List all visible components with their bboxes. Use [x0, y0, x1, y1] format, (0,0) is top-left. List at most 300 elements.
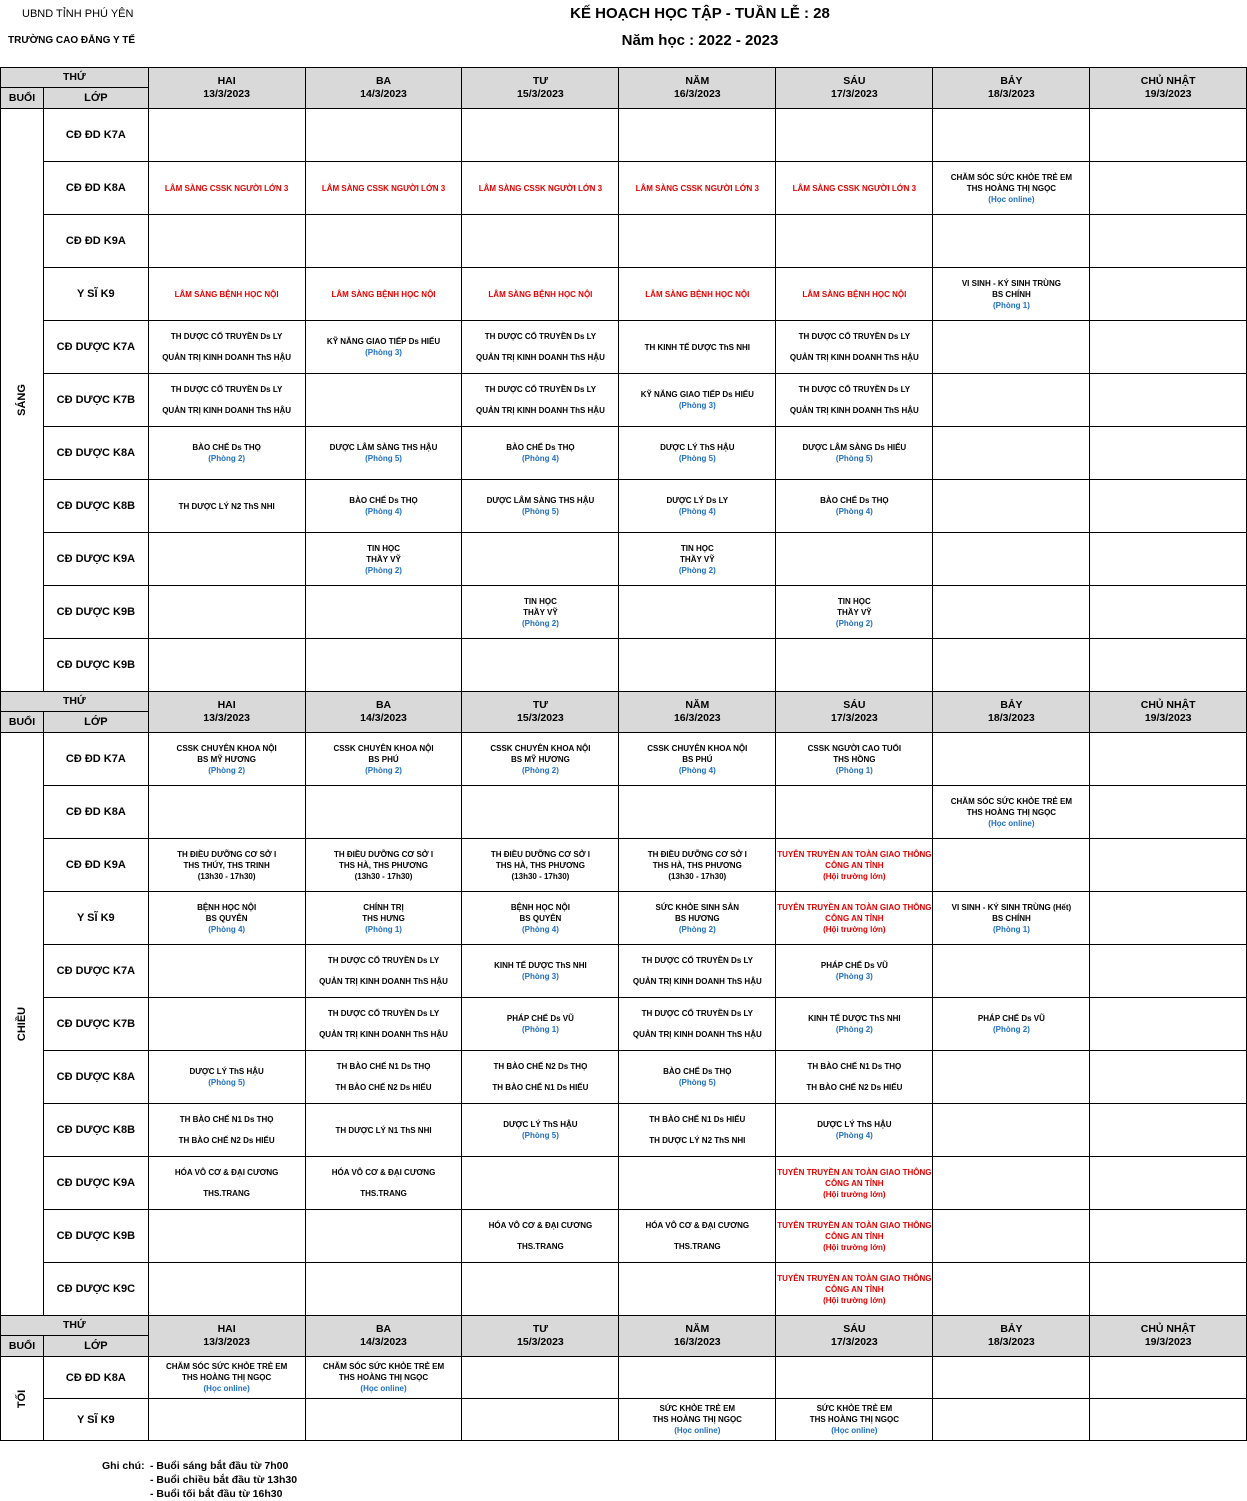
room-label: (Học online) [988, 818, 1035, 828]
schedule-cell [1090, 1263, 1247, 1316]
course-line: THS.TRANG [203, 1189, 250, 1198]
schedule-cell [776, 1399, 933, 1441]
schedule-cell [462, 480, 619, 533]
class-name: CĐ DƯỢC K8B [43, 480, 148, 533]
room-label: (Phòng 4) [678, 507, 716, 516]
course-line: HÓA VÔ CƠ & ĐẠI CƯƠNG [331, 1168, 436, 1177]
schedule-cell [933, 733, 1090, 786]
room-label: (Học online) [360, 1384, 407, 1393]
course-line: QUẢN TRỊ KINH DOANH ThS HẬU [789, 406, 919, 415]
course-line: BÀO CHẾ Ds THỌ [820, 496, 889, 505]
course-line: TH DƯỢC LÝ N2 ThS NHI [649, 1136, 746, 1145]
day-name: CHỦ NHẬT [1140, 699, 1196, 711]
day-name: HAI [217, 1323, 236, 1335]
schedule-cell [462, 786, 619, 839]
day-name: SÁU [843, 75, 866, 87]
course-line: TH BÀO CHẾ N2 Ds THỌ [493, 1062, 588, 1071]
schedule-cell [776, 109, 933, 162]
course-line: TH KINH TẾ DƯỢC ThS NHI [644, 342, 751, 352]
day-date: 16/3/2023 [673, 712, 721, 724]
schedule-cell [776, 586, 933, 639]
day-date: 19/3/2023 [1144, 1336, 1192, 1348]
day-name: TƯ [532, 1323, 548, 1335]
course-line: BÀO CHẾ Ds THỌ [349, 496, 418, 505]
day-name: HAI [217, 75, 236, 87]
room-label: (Phòng 5) [521, 1131, 559, 1140]
day-date: 14/3/2023 [360, 712, 407, 724]
day-header [462, 1316, 619, 1357]
schedule-cell [619, 945, 776, 998]
schedule-cell [462, 533, 619, 586]
course-line: CHĂM SÓC SỨC KHỎE TRẺ EM [165, 1362, 288, 1371]
table-row [1, 1104, 1247, 1157]
course-line: THS HƯNG [362, 913, 405, 923]
course-line: BS MỸ HƯƠNG [511, 754, 570, 764]
schedule-cell [148, 480, 305, 533]
day-header [148, 692, 305, 733]
schedule-cell [776, 1210, 933, 1263]
day-name: BA [375, 699, 392, 711]
room-label: (Phòng 5) [678, 454, 716, 463]
day-header [776, 692, 933, 733]
schedule-cell [462, 374, 619, 427]
course-line: BÀO CHẾ Ds THỌ [506, 443, 575, 452]
schedule-cell [776, 374, 933, 427]
schedule-cell [1090, 1051, 1247, 1104]
schedule-cell [776, 321, 933, 374]
room-label: (Phòng 1) [835, 765, 873, 775]
schedule-cell [933, 786, 1090, 839]
lop-label: LỚP [43, 88, 148, 109]
schedule-cell [776, 945, 933, 998]
schedule-cell [619, 1210, 776, 1263]
course-line: KINH TẾ DƯỢC ThS NHI [808, 1014, 901, 1023]
schedule-cell [619, 1051, 776, 1104]
course-line: DƯỢC LÂM SÀNG THS HẬU [486, 496, 595, 505]
schedule-cell [462, 1399, 619, 1441]
course-line: PHÁP CHẾ Ds VŨ [506, 1014, 574, 1023]
course-line: THS.TRANG [360, 1189, 407, 1198]
schedule-cell [619, 480, 776, 533]
schedule-cell [619, 586, 776, 639]
schedule-cell [776, 733, 933, 786]
course-line: LÂM SÀNG CSSK NGƯỜI LỚN 3 [164, 183, 289, 193]
schedule-cell [619, 215, 776, 268]
room-label: (Học online) [831, 1426, 878, 1435]
course-line: THS HOÀNG THỊ NGỌC [181, 1373, 272, 1382]
day-header [619, 692, 776, 733]
schedule-cell [619, 321, 776, 374]
schedule-cell [305, 892, 462, 945]
schedule-cell [148, 639, 305, 692]
room-label: (Phòng 4) [835, 1131, 873, 1140]
room-label: (Phòng 2) [365, 565, 402, 575]
day-header [305, 68, 462, 109]
schedule-cell [1090, 427, 1247, 480]
table-row [1, 215, 1247, 268]
schedule-cell [1090, 533, 1247, 586]
course-line: TH BÀO CHẾ N1 Ds THỌ [336, 1062, 431, 1071]
schedule-cell [305, 839, 462, 892]
schedule-cell [462, 892, 619, 945]
room-label: (Phòng 2) [992, 1025, 1030, 1034]
course-line: TH DƯỢC CỔ TRUYỀN Ds LY [327, 1009, 440, 1018]
schedule-cell [148, 586, 305, 639]
schedule-cell [1090, 733, 1247, 786]
course-line: LÂM SÀNG CSSK NGƯỜI LỚN 3 [635, 183, 759, 193]
room-label: (Phòng 2) [835, 1025, 873, 1034]
schedule-cell [148, 427, 305, 480]
schedule-cell [462, 1357, 619, 1399]
course-line: (Hội trường lớn) [823, 1189, 886, 1199]
course-line: KINH TẾ DƯỢC ThS NHI [494, 961, 587, 970]
table-row [1, 480, 1247, 533]
schedule-cell [619, 1263, 776, 1316]
schedule-cell [1090, 1399, 1247, 1441]
thu-label: THỨ [1, 1316, 149, 1336]
schedule-cell [619, 268, 776, 321]
day-date: 13/3/2023 [203, 88, 250, 100]
room-label: (Phòng 3) [521, 972, 559, 981]
course-line: CSSK CHUYÊN KHOA NỘI [176, 743, 277, 753]
schedule-cell [1090, 1157, 1247, 1210]
schedule-cell [1090, 839, 1247, 892]
course-line: THS HÀ, THS PHƯƠNG [339, 860, 429, 870]
day-date: 19/3/2023 [1144, 712, 1192, 724]
table-row [1, 733, 1247, 786]
day-date: 13/3/2023 [203, 1336, 250, 1348]
schedule-cell [619, 1399, 776, 1441]
schedule-cell [933, 427, 1090, 480]
day-date: 18/3/2023 [988, 88, 1035, 100]
day-header [305, 1316, 462, 1357]
schedule-cell [776, 839, 933, 892]
schedule-cell [933, 1051, 1090, 1104]
schedule-cell [462, 1210, 619, 1263]
schedule-cell [462, 733, 619, 786]
school-year: Năm học : 2022 - 2023 [621, 32, 779, 49]
room-label: (Phòng 1) [992, 300, 1030, 310]
schedule-cell [933, 1399, 1090, 1441]
course-line: LÂM SÀNG BỆNH HỌC NỘI [331, 289, 436, 299]
course-line: VI SINH - KÝ SINH TRÙNG (Hết) [951, 902, 1072, 912]
course-line: BÀO CHẾ Ds THỌ [192, 443, 261, 452]
schedule-cell [305, 109, 462, 162]
course-line: TH BÀO CHẾ N2 Ds HIẾU [335, 1083, 432, 1092]
course-line: TIN HỌC [837, 596, 871, 606]
course-line: TH BÀO CHẾ N1 Ds THỌ [807, 1062, 902, 1071]
schedule-cell [776, 480, 933, 533]
schedule-cell [305, 1104, 462, 1157]
class-name: Y SĨ K9 [43, 892, 148, 945]
day-header [1090, 1316, 1247, 1357]
schedule-cell [148, 533, 305, 586]
lop-label: LỚP [43, 712, 148, 733]
schedule-cell [1090, 215, 1247, 268]
day-name: SÁU [843, 1323, 866, 1335]
day-name: BA [375, 1323, 392, 1335]
course-line: THẦY VỸ [837, 607, 872, 617]
room-label: (Phòng 3) [678, 401, 716, 410]
course-line: THS HOÀNG THỊ NGỌC [652, 1415, 742, 1424]
course-line: CSSK CHUYÊN KHOA NỘI [647, 743, 748, 753]
course-line: TH BÀO CHẾ N1 Ds THỌ [179, 1115, 274, 1124]
course-line: QUẢN TRỊ KINH DOANH ThS HẬU [319, 977, 448, 986]
day-header [776, 1316, 933, 1357]
course-line: LÂM SÀNG CSSK NGƯỜI LỚN 3 [321, 183, 446, 193]
course-line: THS.TRANG [673, 1242, 721, 1251]
schedule-cell [1090, 109, 1247, 162]
session-name: TỐI [15, 1389, 28, 1408]
schedule-cell [933, 109, 1090, 162]
course-line: TUYÊN TRUYỀN AN TOÀN GIAO THÔNG [777, 1273, 932, 1283]
schedule-cell [619, 733, 776, 786]
schedule-cell [933, 586, 1090, 639]
class-name: CĐ DƯỢC K7B [43, 998, 148, 1051]
schedule-cell [933, 533, 1090, 586]
schedule-cell [305, 1051, 462, 1104]
schedule-cell [462, 215, 619, 268]
schedule-cell [776, 1051, 933, 1104]
schedule-cell [933, 639, 1090, 692]
course-line: THS HÀ, THS PHƯƠNG [495, 860, 585, 870]
day-date: 19/3/2023 [1144, 88, 1192, 100]
course-line: HÓA VÔ CƠ & ĐẠI CƯƠNG [488, 1221, 593, 1230]
schedule-cell [933, 998, 1090, 1051]
course-line: TH BÀO CHẾ N2 Ds HIẾU [178, 1136, 275, 1145]
schedule-cell [148, 268, 305, 321]
table-row [1, 1263, 1247, 1316]
schedule-cell [776, 427, 933, 480]
course-line: LÂM SÀNG CSSK NGƯỜI LỚN 3 [478, 183, 603, 193]
day-name: BẢY [1000, 699, 1023, 711]
course-line: THS HỒNG [833, 754, 876, 764]
schedule-cell [1090, 268, 1247, 321]
room-label: (Phòng 5) [678, 1078, 716, 1087]
course-line: PHÁP CHẾ Ds VŨ [977, 1014, 1045, 1023]
course-line: BS HƯƠNG [675, 913, 720, 923]
schedule-cell [305, 427, 462, 480]
schedule-cell [462, 268, 619, 321]
day-header [462, 692, 619, 733]
schedule-cell [1090, 162, 1247, 215]
course-line: BS QUYÊN [205, 913, 248, 923]
schedule-cell [148, 1104, 305, 1157]
schedule-cell [933, 162, 1090, 215]
schedule-cell [148, 839, 305, 892]
table-row [1, 892, 1247, 945]
day-name: TƯ [532, 75, 548, 87]
room-label: (Phòng 2) [678, 565, 716, 575]
schedule-cell [1090, 786, 1247, 839]
schedule-table [0, 67, 1247, 1441]
course-line: QUẢN TRỊ KINH DOANH ThS HẬU [162, 406, 292, 415]
schedule-cell [462, 1263, 619, 1316]
schedule-cell [776, 162, 933, 215]
room-label: (Phòng 2) [521, 765, 559, 775]
course-line: BS CHÍNH [992, 289, 1031, 299]
schedule-cell [462, 639, 619, 692]
schedule-cell [619, 839, 776, 892]
course-line: CHÍNH TRỊ [363, 902, 404, 912]
table-row [1, 839, 1247, 892]
schedule-cell [619, 427, 776, 480]
org-name: UBND TỈNH PHÚ YÊN [22, 8, 134, 20]
note-line: - Buổi tối bắt đầu từ 16h30 [150, 1488, 283, 1500]
schedule-cell [148, 1357, 305, 1399]
day-name: NĂM [685, 699, 710, 711]
course-line: CHĂM SÓC SỨC KHỎE TRẺ EM [322, 1362, 445, 1371]
day-date: 15/3/2023 [517, 88, 564, 100]
class-name: CĐ DƯỢC K8A [43, 1051, 148, 1104]
day-date: 16/3/2023 [673, 1336, 721, 1348]
class-name: CĐ ĐD K8A [43, 786, 148, 839]
schedule-cell [776, 215, 933, 268]
schedule-cell [305, 215, 462, 268]
course-line: THS HÀ, THS PHƯƠNG [652, 860, 742, 870]
course-line: BS PHÚ [682, 754, 713, 764]
day-date: 17/3/2023 [831, 712, 878, 724]
room-label: (Phòng 4) [678, 765, 716, 775]
room-label: (Phòng 5) [208, 1078, 246, 1087]
table-row [1, 109, 1247, 162]
table-row [1, 321, 1247, 374]
schedule-cell [933, 892, 1090, 945]
schedule-cell [148, 109, 305, 162]
course-line: THS THÚY, THS TRINH [183, 860, 270, 870]
schedule-cell [148, 892, 305, 945]
course-line: THS HOÀNG THỊ NGỌC [966, 183, 1057, 193]
course-line: DƯỢC LÝ ThS HẬU [503, 1120, 578, 1129]
course-line: TH DƯỢC CỔ TRUYỀN Ds LY [641, 956, 753, 965]
class-name: Y SĨ K9 [43, 1399, 148, 1441]
course-line: HÓA VÔ CƠ & ĐẠI CƯƠNG [645, 1221, 750, 1230]
course-line: (13h30 - 17h30) [354, 871, 413, 881]
room-label: (Phòng 2) [208, 765, 246, 775]
day-date: 18/3/2023 [988, 1336, 1035, 1348]
schedule-cell [305, 321, 462, 374]
day-name: CHỦ NHẬT [1140, 1323, 1196, 1335]
course-line: TUYÊN TRUYỀN AN TOÀN GIAO THÔNG [777, 1220, 932, 1230]
course-line: CSSK CHUYÊN KHOA NỘI [490, 743, 591, 753]
schedule-cell [933, 1157, 1090, 1210]
room-label: (Phòng 3) [365, 348, 402, 357]
class-name: CĐ DƯỢC K9C [43, 1263, 148, 1316]
table-row [1, 586, 1247, 639]
course-line: TH DƯỢC CỔ TRUYỀN Ds LY [170, 332, 283, 341]
schedule-cell [776, 1104, 933, 1157]
course-line: QUẢN TRỊ KINH DOANH ThS HẬU [162, 353, 292, 362]
room-label: (Phòng 1) [365, 924, 402, 934]
class-name: CĐ DƯỢC K7B [43, 374, 148, 427]
schedule-cell [776, 268, 933, 321]
table-row [1, 374, 1247, 427]
schedule-cell [933, 480, 1090, 533]
schedule-cell [1090, 586, 1247, 639]
schedule-cell [462, 321, 619, 374]
class-name: CĐ ĐD K7A [43, 109, 148, 162]
schedule-cell [305, 586, 462, 639]
schedule-cell [933, 268, 1090, 321]
course-line: (Hội trường lớn) [823, 924, 886, 934]
schedule-cell [619, 162, 776, 215]
course-line: TUYÊN TRUYỀN AN TOÀN GIAO THÔNG [777, 902, 932, 912]
room-label: (Phòng 1) [521, 1025, 559, 1034]
schedule-cell [1090, 945, 1247, 998]
schedule-cell [619, 639, 776, 692]
schedule-cell [305, 1157, 462, 1210]
course-line: TH DƯỢC CỔ TRUYỀN Ds LY [327, 956, 440, 965]
course-line: LÂM SÀNG BỆNH HỌC NỘI [645, 289, 750, 299]
table-row [1, 533, 1247, 586]
course-line: CÔNG AN TỈNH [825, 1178, 884, 1188]
schedule-cell [776, 998, 933, 1051]
class-name: Y SĨ K9 [43, 268, 148, 321]
day-header [305, 692, 462, 733]
room-label: (Phòng 4) [365, 507, 402, 516]
schedule-cell [305, 1399, 462, 1441]
schedule-cell [619, 892, 776, 945]
schedule-cell [776, 533, 933, 586]
schedule-cell [148, 162, 305, 215]
room-label: (Phòng 5) [521, 507, 559, 516]
class-name: CĐ DƯỢC K9A [43, 533, 148, 586]
class-name: CĐ DƯỢC K9A [43, 1157, 148, 1210]
course-line: BỆNH HỌC NỘI [510, 902, 570, 912]
schedule-cell [148, 733, 305, 786]
table-row [1, 786, 1247, 839]
schedule-cell [1090, 639, 1247, 692]
day-header [462, 68, 619, 109]
schedule-cell [462, 998, 619, 1051]
session-label [1, 733, 44, 1316]
table-row [1, 639, 1247, 692]
room-label: (Phòng 4) [521, 924, 559, 934]
schedule-cell [462, 945, 619, 998]
room-label: (Phòng 5) [365, 454, 402, 463]
course-line: BỆNH HỌC NỘI [197, 902, 257, 912]
table-row [1, 427, 1247, 480]
course-line: BS MỸ HƯƠNG [197, 754, 257, 764]
schedule-cell [776, 1157, 933, 1210]
day-name: CHỦ NHẬT [1140, 75, 1196, 87]
course-line: CSSK CHUYÊN KHOA NỘI [333, 743, 434, 753]
course-line: VI SINH - KÝ SINH TRÙNG [961, 278, 1061, 288]
day-header [1090, 68, 1247, 109]
room-label: (Phòng 3) [835, 972, 873, 981]
schedule-cell [619, 533, 776, 586]
class-name: CĐ DƯỢC K9B [43, 586, 148, 639]
day-date: 16/3/2023 [673, 88, 721, 100]
school-name: TRƯỜNG CAO ĐẲNG Y TẾ [8, 35, 136, 46]
schedule-cell [619, 1157, 776, 1210]
day-name: HAI [217, 699, 236, 711]
day-header [619, 1316, 776, 1357]
schedule-cell [148, 1210, 305, 1263]
course-line: TIN HỌC [680, 543, 714, 553]
room-label: (Phòng 4) [835, 507, 873, 516]
schedule-cell [1090, 480, 1247, 533]
course-line: BS PHÚ [368, 754, 399, 764]
buoi-label: BUỔI [1, 712, 44, 733]
schedule-cell [462, 1157, 619, 1210]
schedule-cell [305, 998, 462, 1051]
room-label: (Học online) [988, 194, 1035, 204]
schedule-cell [305, 480, 462, 533]
course-line: (13h30 - 17h30) [197, 871, 256, 881]
page-title: KẾ HOẠCH HỌC TẬP - TUẦN LỄ : 28 [570, 5, 830, 22]
day-date: 15/3/2023 [517, 1336, 564, 1348]
